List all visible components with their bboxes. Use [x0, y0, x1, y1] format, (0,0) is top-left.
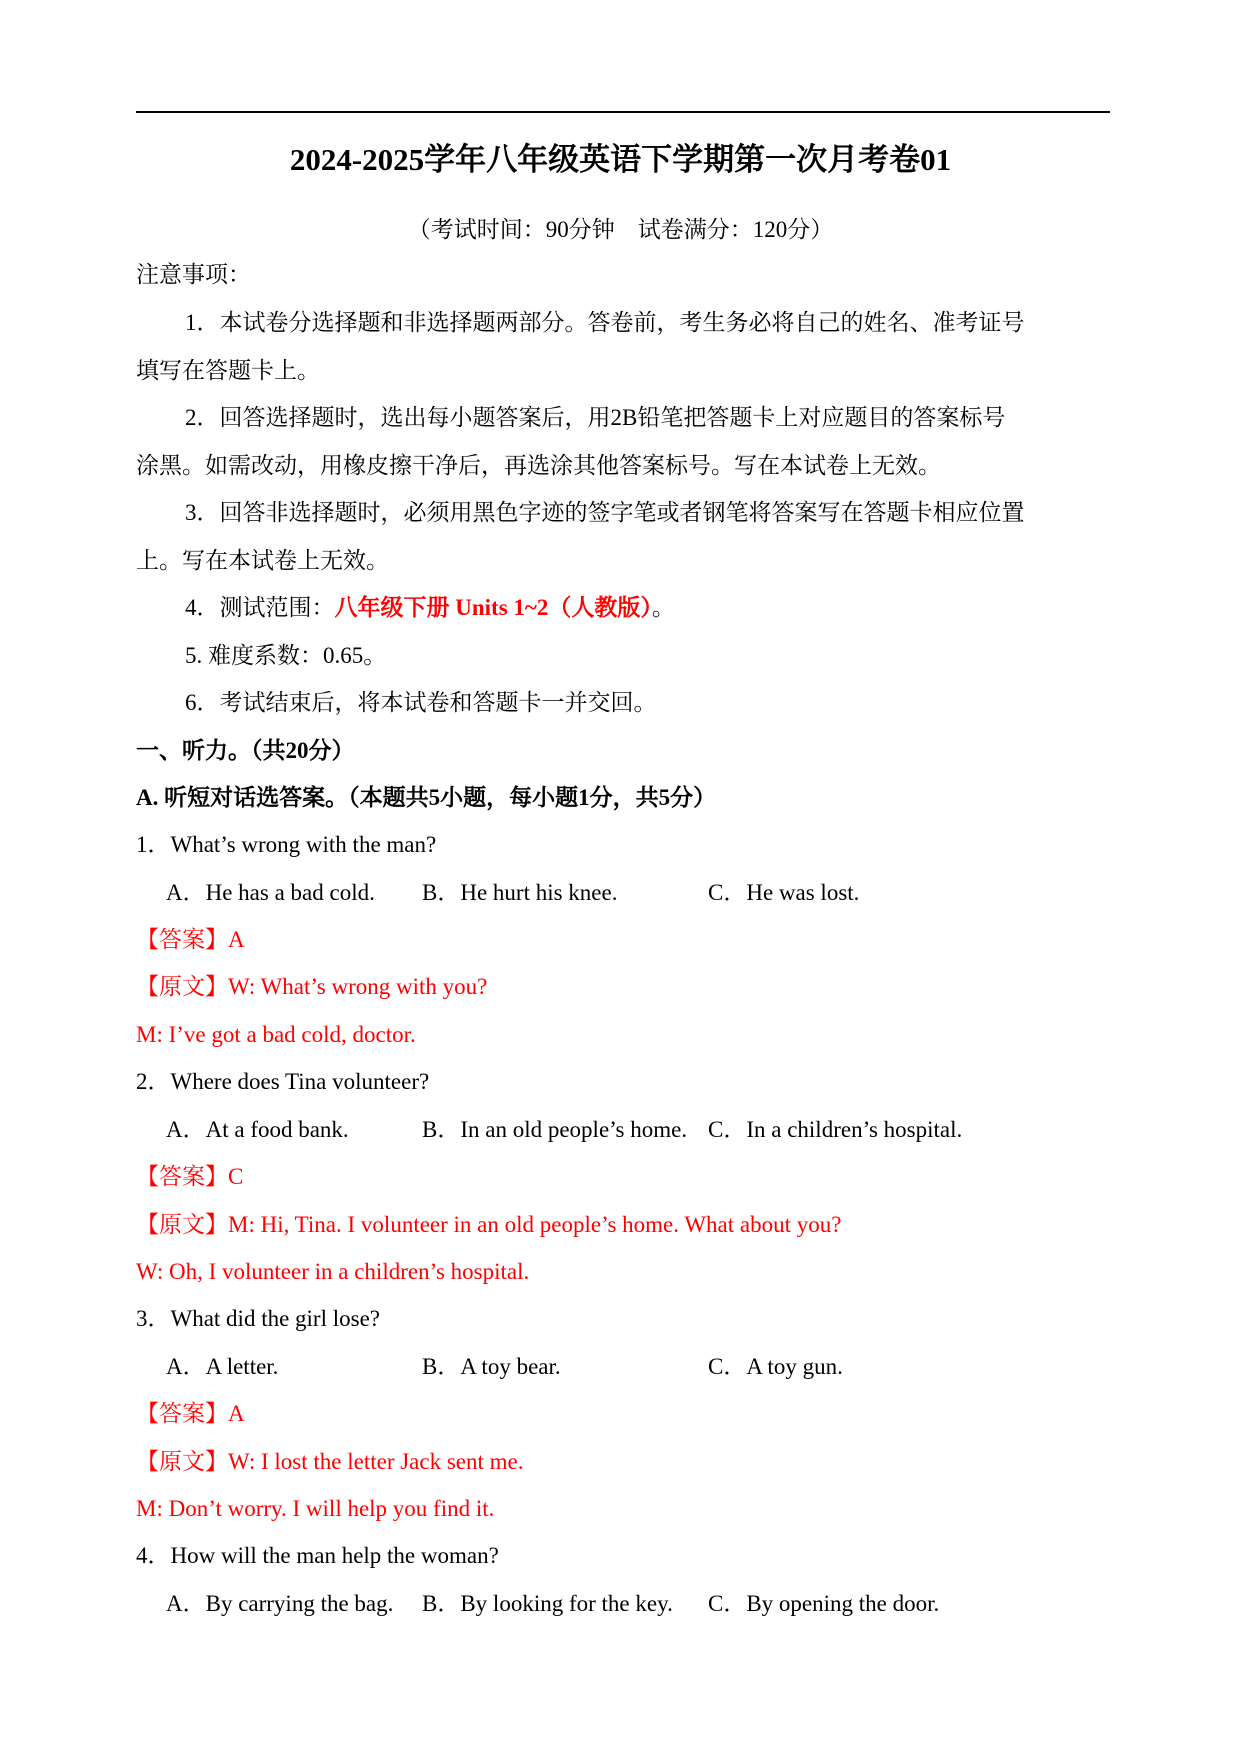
question-2-stem: 2．Where does Tina volunteer?: [136, 1069, 430, 1094]
transcript-text: W: What’s wrong with you?: [228, 974, 488, 999]
transcript-text: W: I lost the letter Jack sent me.: [228, 1449, 524, 1474]
question-2-transcript-2: W: Oh, I volunteer in a children’s hospital.: [136, 1259, 530, 1284]
q1-option-b: B．He hurt his knee.: [422, 880, 618, 905]
question-3-answer: [136, 1399, 245, 1429]
section-heading-listening: 一、听力。（共20分）: [136, 738, 355, 763]
answer-label: 【答案】: [136, 927, 228, 952]
q1-option-c: C．He was lost.: [708, 880, 860, 905]
question-2-transcript-1: [136, 1210, 841, 1240]
note-3-line-2: 上。写在本试卷上无效。: [136, 548, 389, 573]
q4-option-c: C．By opening the door.: [708, 1591, 940, 1616]
note-4-suffix: 。: [651, 595, 675, 620]
answer-value: C: [228, 1164, 244, 1189]
q3-option-c: C．A toy gun.: [708, 1354, 843, 1379]
answer-value: A: [228, 1401, 245, 1426]
answer-value: A: [228, 927, 245, 952]
transcript-text: M: Hi, Tina. I volunteer in an old people’s home. What about you?: [228, 1212, 842, 1237]
notice-heading: 注意事项：: [136, 262, 251, 287]
q3-option-b: B．A toy bear.: [422, 1354, 561, 1379]
note-2-line-1: 2．回答选择题时，选出每小题答案后，用2B铅笔把答题卡上对应题目的答案标号: [185, 405, 1006, 430]
test-range: 八年级下册 Units 1~2（人教版）: [334, 595, 652, 620]
note-6: 6．考试结束后，将本试卷和答题卡一并交回。: [185, 690, 657, 715]
question-4-stem: 4．How will the man help the woman?: [136, 1543, 499, 1568]
q4-option-a: A．By carrying the bag.: [166, 1591, 394, 1616]
note-5: 5. 难度系数：0.65。: [185, 643, 387, 668]
question-1-transcript-2: M: I’ve got a bad cold, doctor.: [136, 1022, 416, 1047]
q2-option-c: C．In a children’s hospital.: [708, 1117, 963, 1142]
part-a-heading: A. 听短对话选答案。（本题共5小题，每小题1分，共5分）: [136, 785, 717, 810]
q1-option-a: A．He has a bad cold.: [166, 880, 375, 905]
transcript-label: 【原文】: [136, 1212, 228, 1237]
q2-option-b: B．In an old people’s home.: [422, 1117, 688, 1142]
note-4-prefix: 4．测试范围：: [185, 595, 335, 620]
question-1-stem: 1．What’s wrong with the man?: [136, 832, 437, 857]
note-1-line-1: 1．本试卷分选择题和非选择题两部分。答卷前，考生务必将自己的姓名、准考证号: [185, 310, 1025, 335]
answer-label: 【答案】: [136, 1164, 228, 1189]
question-1-answer: [136, 925, 245, 955]
note-3-line-1: 3．回答非选择题时，必须用黑色字迹的签字笔或者钢笔将答案写在答题卡相应位置: [185, 500, 1025, 525]
q2-option-a: A．At a food bank.: [166, 1117, 349, 1142]
question-3-transcript-2: M: Don’t worry. I will help you find it.: [136, 1496, 495, 1521]
question-3-transcript-1: [136, 1447, 524, 1477]
q4-option-b: B．By looking for the key.: [422, 1591, 673, 1616]
question-1-options: [166, 878, 1066, 908]
question-3-options: [166, 1352, 1066, 1382]
question-3-stem: 3．What did the girl lose?: [136, 1306, 380, 1331]
transcript-label: 【原文】: [136, 1449, 228, 1474]
note-2-line-2: 涂黑。如需改动，用橡皮擦干净后，再选涂其他答案标号。写在本试卷上无效。: [136, 453, 941, 478]
question-2-answer: [136, 1162, 243, 1192]
answer-label: 【答案】: [136, 1401, 228, 1426]
note-1-line-2: 填写在答题卡上。: [136, 358, 320, 383]
q3-option-a: A．A letter.: [166, 1354, 279, 1379]
question-4-options: [166, 1589, 1066, 1619]
page-title: 2024-2025学年八年级英语下学期第一次月考卷01: [289, 142, 952, 177]
note-4: [185, 593, 675, 623]
header-rule: [136, 111, 1110, 113]
exam-info: （考试时间：90分钟 试卷满分：120分）: [407, 217, 834, 242]
transcript-label: 【原文】: [136, 974, 228, 999]
question-2-options: [166, 1115, 1066, 1145]
question-1-transcript-1: [136, 972, 487, 1002]
